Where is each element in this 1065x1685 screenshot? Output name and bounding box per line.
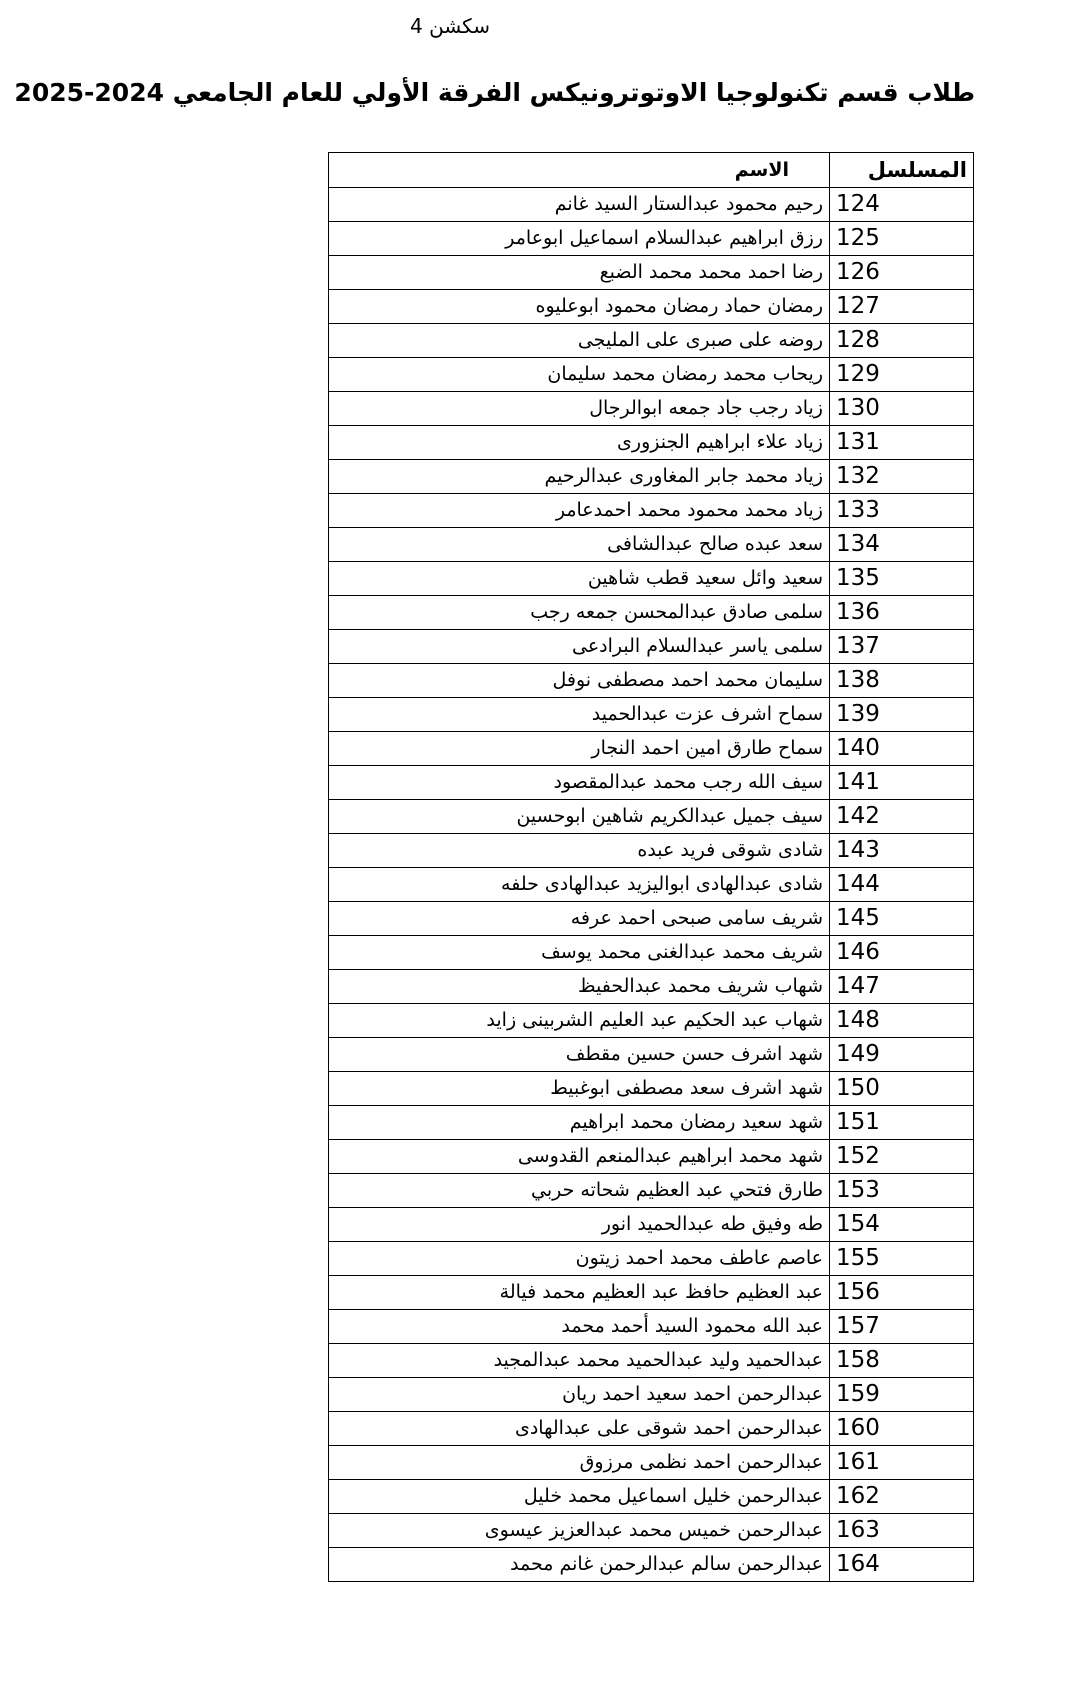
name-cell: عبدالرحمن سالم عبدالرحمن غانم محمد xyxy=(329,1548,830,1582)
table-row xyxy=(329,970,974,1004)
table-row xyxy=(329,392,974,426)
name-cell: ريحاب محمد رمضان محمد سليمان xyxy=(329,358,830,392)
name-cell: عبدالرحمن احمد شوقى على عبدالهادى xyxy=(329,1412,830,1446)
serial-cell: 158 xyxy=(830,1344,974,1378)
serial-cell: 130 xyxy=(830,392,974,426)
serial-cell: 155 xyxy=(830,1242,974,1276)
table-row xyxy=(329,732,974,766)
serial-cell: 159 xyxy=(830,1378,974,1412)
table-row xyxy=(329,222,974,256)
serial-cell: 125 xyxy=(830,222,974,256)
table-row xyxy=(329,1446,974,1480)
table-row xyxy=(329,1412,974,1446)
serial-cell: 131 xyxy=(830,426,974,460)
table-row xyxy=(329,1242,974,1276)
name-cell: رضا احمد محمد محمد الضبع xyxy=(329,256,830,290)
serial-cell: 148 xyxy=(830,1004,974,1038)
name-cell: عبدالحميد وليد عبدالحميد محمد عبدالمجيد xyxy=(329,1344,830,1378)
name-cell: شادى عبدالهادى ابواليزيد عبدالهادى حلفه xyxy=(329,868,830,902)
name-cell: زياد رجب جاد جمعه ابوالرجال xyxy=(329,392,830,426)
name-cell: روضه على صبرى على المليجى xyxy=(329,324,830,358)
name-cell: شهد محمد ابراهيم عبدالمنعم القدوسى xyxy=(329,1140,830,1174)
serial-cell: 126 xyxy=(830,256,974,290)
table-row xyxy=(329,1072,974,1106)
name-cell: شهاب عبد الحكيم عبد العليم الشربينى زايد xyxy=(329,1004,830,1038)
serial-cell: 134 xyxy=(830,528,974,562)
name-cell: سماح طارق امين احمد النجار xyxy=(329,732,830,766)
section-label: سكشن 4 xyxy=(410,14,490,38)
name-cell: رمضان حماد رمضان محمود ابوعليوه xyxy=(329,290,830,324)
table-row xyxy=(329,630,974,664)
serial-cell: 162 xyxy=(830,1480,974,1514)
table-row xyxy=(329,1514,974,1548)
name-cell: سعد عبده صالح عبدالشافى xyxy=(329,528,830,562)
serial-cell: 142 xyxy=(830,800,974,834)
serial-cell: 146 xyxy=(830,936,974,970)
table-row xyxy=(329,1140,974,1174)
table-body xyxy=(329,188,974,1582)
table-row xyxy=(329,528,974,562)
student-roster-table xyxy=(328,152,974,1582)
serial-column-header: المسلسل xyxy=(830,153,974,188)
table-row xyxy=(329,936,974,970)
name-cell: رزق ابراهيم عبدالسلام اسماعيل ابوعامر xyxy=(329,222,830,256)
serial-cell: 147 xyxy=(830,970,974,1004)
name-cell: طارق فتحي عبد العظيم شحاته حربي xyxy=(329,1174,830,1208)
table-row xyxy=(329,256,974,290)
serial-cell: 153 xyxy=(830,1174,974,1208)
table-row xyxy=(329,1480,974,1514)
name-cell: شهاب شريف محمد عبدالحفيظ xyxy=(329,970,830,1004)
serial-cell: 138 xyxy=(830,664,974,698)
serial-cell: 157 xyxy=(830,1310,974,1344)
serial-cell: 141 xyxy=(830,766,974,800)
table-header-row xyxy=(329,153,974,188)
name-cell: عبدالرحمن خليل اسماعيل محمد خليل xyxy=(329,1480,830,1514)
name-cell: سيف جميل عبدالكريم شاهين ابوحسين xyxy=(329,800,830,834)
serial-cell: 133 xyxy=(830,494,974,528)
serial-cell: 154 xyxy=(830,1208,974,1242)
table-row xyxy=(329,324,974,358)
table-row xyxy=(329,188,974,222)
document-title: طلاب قسم تكنولوجيا الاوتوترونيكس الفرقة الأولي للعام الجامعي 2024-2025 xyxy=(14,78,975,107)
serial-cell: 124 xyxy=(830,188,974,222)
serial-cell: 156 xyxy=(830,1276,974,1310)
serial-cell: 144 xyxy=(830,868,974,902)
serial-cell: 151 xyxy=(830,1106,974,1140)
name-cell: شادى شوقى فريد عبده xyxy=(329,834,830,868)
table-row xyxy=(329,1276,974,1310)
table-row xyxy=(329,494,974,528)
table-row xyxy=(329,1378,974,1412)
name-cell: شهد سعيد رمضان محمد ابراهيم xyxy=(329,1106,830,1140)
table-row xyxy=(329,358,974,392)
name-cell: سماح اشرف عزت عبدالحميد xyxy=(329,698,830,732)
name-cell: زياد علاء ابراهيم الجنزورى xyxy=(329,426,830,460)
name-cell: زياد محمد جابر المغاورى عبدالرحيم xyxy=(329,460,830,494)
name-cell: سعيد وائل سعيد قطب شاهين xyxy=(329,562,830,596)
name-cell: عبد العظيم حافظ عبد العظيم محمد فيالة xyxy=(329,1276,830,1310)
table-row xyxy=(329,868,974,902)
table-row xyxy=(329,1344,974,1378)
table-row xyxy=(329,426,974,460)
serial-cell: 129 xyxy=(830,358,974,392)
table-row xyxy=(329,1548,974,1582)
name-cell: عبدالرحمن خميس محمد عبدالعزيز عيسوى xyxy=(329,1514,830,1548)
serial-cell: 128 xyxy=(830,324,974,358)
name-cell: شريف محمد عبدالغنى محمد يوسف xyxy=(329,936,830,970)
serial-cell: 163 xyxy=(830,1514,974,1548)
table-row xyxy=(329,1174,974,1208)
serial-cell: 137 xyxy=(830,630,974,664)
name-cell: سلمى ياسر عبدالسلام البرادعى xyxy=(329,630,830,664)
serial-cell: 164 xyxy=(830,1548,974,1582)
serial-cell: 139 xyxy=(830,698,974,732)
table-row xyxy=(329,698,974,732)
table-row xyxy=(329,902,974,936)
name-cell: عبدالرحمن احمد نظمى مرزوق xyxy=(329,1446,830,1480)
table-row xyxy=(329,664,974,698)
serial-cell: 150 xyxy=(830,1072,974,1106)
table-row xyxy=(329,834,974,868)
table-row xyxy=(329,460,974,494)
serial-cell: 160 xyxy=(830,1412,974,1446)
table-row xyxy=(329,596,974,630)
table-row xyxy=(329,1106,974,1140)
name-column-header: الاسم xyxy=(329,153,830,188)
table-row xyxy=(329,766,974,800)
serial-cell: 136 xyxy=(830,596,974,630)
serial-cell: 135 xyxy=(830,562,974,596)
name-cell: عبدالرحمن احمد سعيد احمد ريان xyxy=(329,1378,830,1412)
name-cell: عاصم عاطف محمد احمد زيتون xyxy=(329,1242,830,1276)
table-row xyxy=(329,800,974,834)
name-cell: شهد اشرف سعد مصطفى ابوغبيط xyxy=(329,1072,830,1106)
table-row xyxy=(329,290,974,324)
serial-cell: 127 xyxy=(830,290,974,324)
name-cell: شهد اشرف حسن حسين مقطف xyxy=(329,1038,830,1072)
serial-cell: 140 xyxy=(830,732,974,766)
serial-cell: 145 xyxy=(830,902,974,936)
table-row xyxy=(329,1208,974,1242)
table-row xyxy=(329,1038,974,1072)
serial-cell: 161 xyxy=(830,1446,974,1480)
name-cell: سيف الله رجب محمد عبدالمقصود xyxy=(329,766,830,800)
serial-cell: 152 xyxy=(830,1140,974,1174)
serial-cell: 143 xyxy=(830,834,974,868)
serial-cell: 149 xyxy=(830,1038,974,1072)
name-cell: رحيم محمود عبدالستار السيد غانم xyxy=(329,188,830,222)
serial-cell: 132 xyxy=(830,460,974,494)
name-cell: سليمان محمد احمد مصطفى نوفل xyxy=(329,664,830,698)
table-row xyxy=(329,1004,974,1038)
name-cell: طه وفيق طه عبدالحميد انور xyxy=(329,1208,830,1242)
table-row xyxy=(329,562,974,596)
name-cell: شريف سامى صبحى احمد عرفه xyxy=(329,902,830,936)
table-row xyxy=(329,1310,974,1344)
name-cell: عبد الله محمود السيد أحمد محمد xyxy=(329,1310,830,1344)
name-cell: زياد محمد محمود محمد احمدعامر xyxy=(329,494,830,528)
name-cell: سلمى صادق عبدالمحسن جمعه رجب xyxy=(329,596,830,630)
